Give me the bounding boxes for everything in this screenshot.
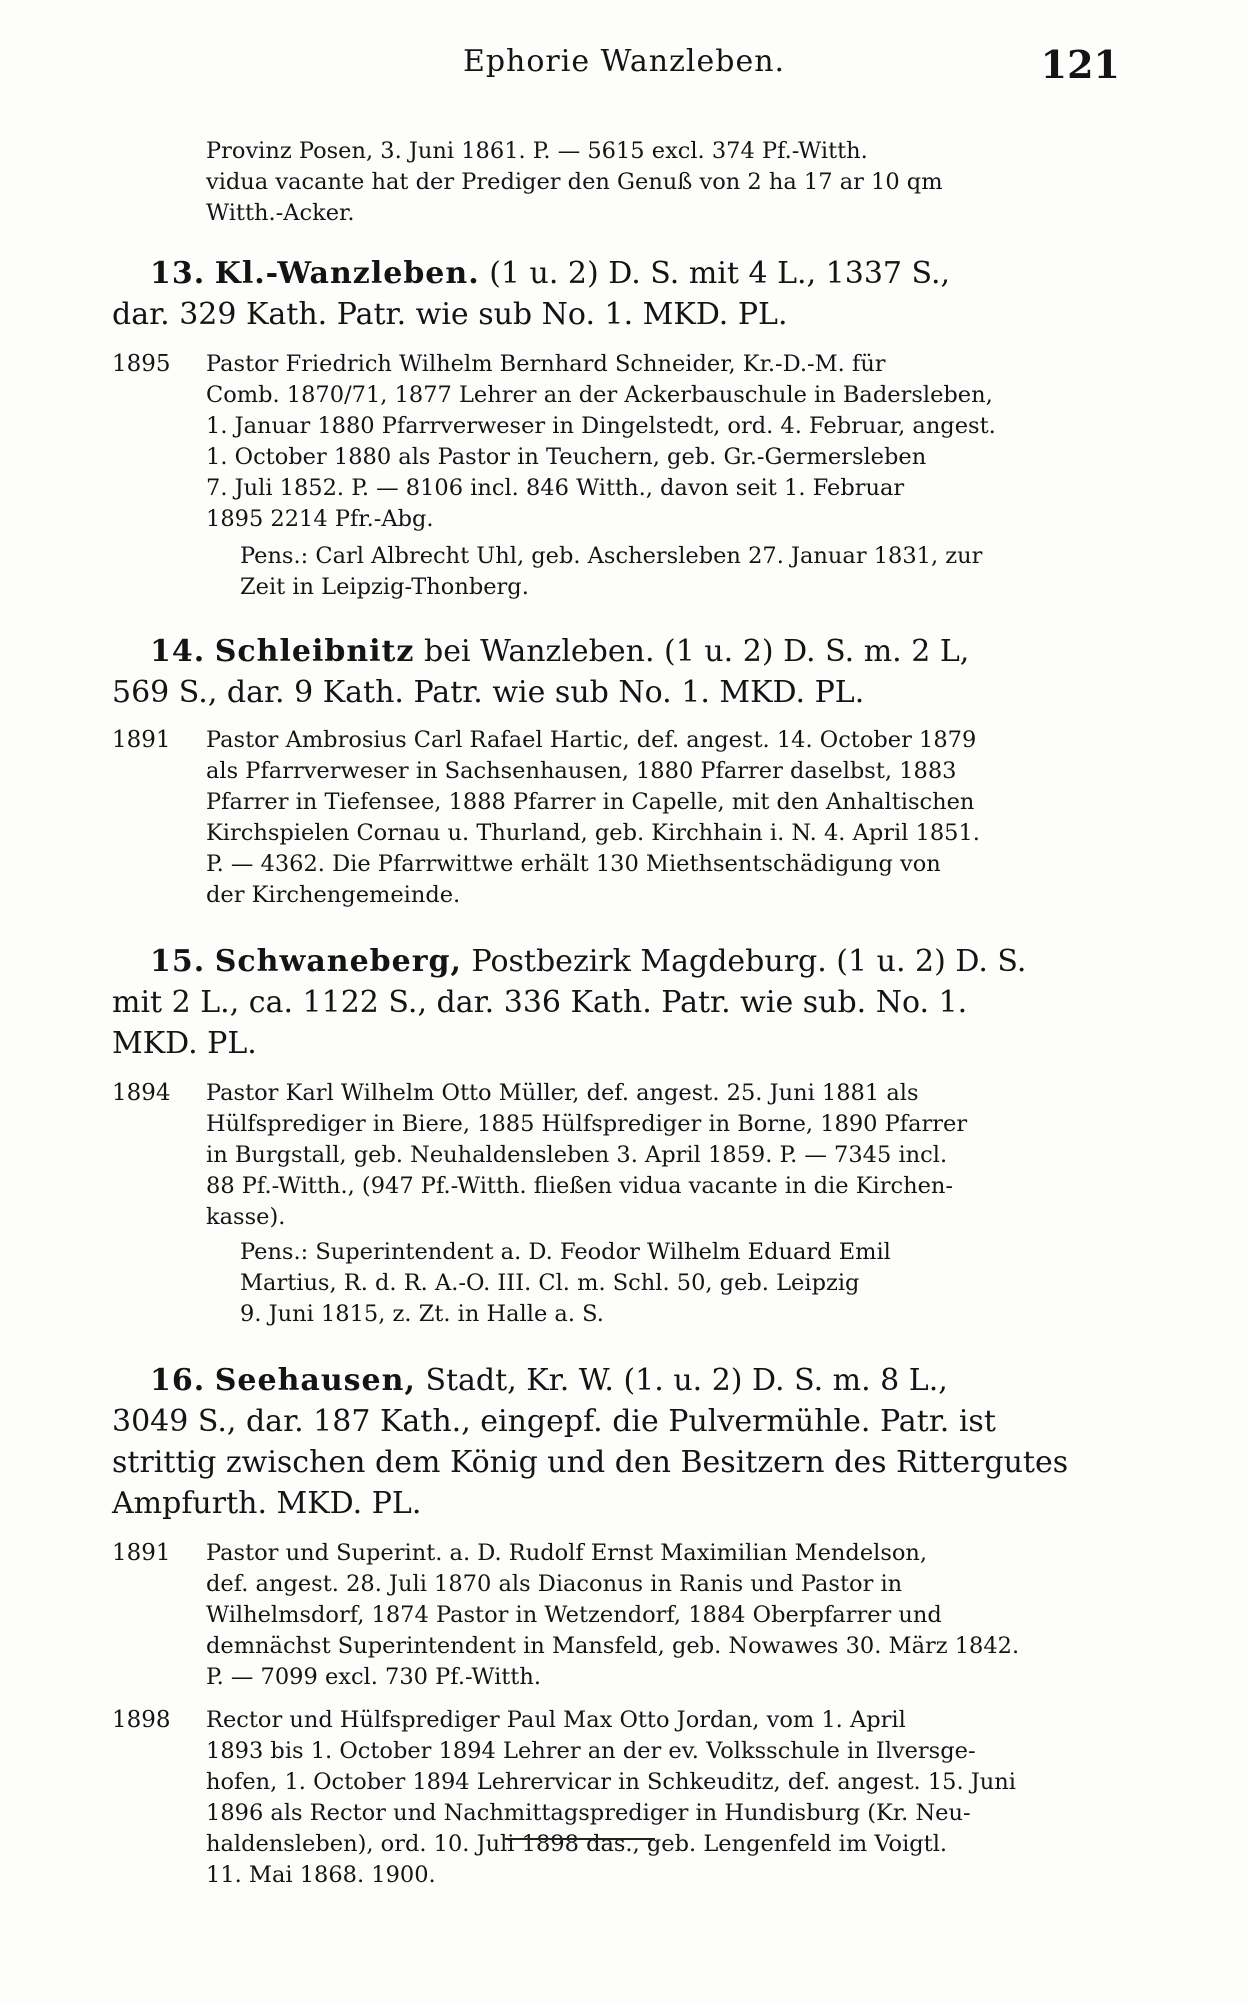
section-number: 14. — [150, 634, 206, 669]
section-place: Schwaneberg, — [214, 944, 462, 979]
entry-text: Rector und Hülfsprediger Paul Max Otto Jordan, vom 1. April 1893 bis 1. October 1894 Lehrer an der ev. Volksschule in Ilversge- hofen, 1. October 1894 Lehrervicar in Schkeuditz, def. angest. 15. Juni 1896 als Rector und Nachmittagsprediger in Hundisburg (Kr. Neu- haldensleben), ord. 10. Juli 1898 das., geb. Lengenfeld im Voigtl. 11. Mai 1868. 1900. — [206, 1707, 1016, 1888]
entry-text: Pastor Karl Wilhelm Otto Müller, def. angest. 25. Juni 1881 als Hülfsprediger in Biere, 1885 Hülfsprediger in Borne, 1890 Pfarrer in Burgstall, geb. Neuhaldensleben 3. April 1859. P. — 7345 incl. 88 Pf.-Witth., (947 Pf.-Witth. fließen vidua vacante in die Kirchen- kasse). — [206, 1080, 968, 1230]
section-details: Postbezirk Magdeburg. (1 u. 2) D. S. mit 2 L., ca. 1122 S., dar. 336 Kath. Patr. wie sub. No. 1. MKD. PL. — [112, 944, 1027, 1061]
entry-year: 1898 — [112, 1707, 171, 1733]
section-16 — [112, 1360, 1122, 1891]
section-details: (1 u. 2) D. S. mit 4 L., 1337 S., dar. 329 Kath. Patr. wie sub No. 1. MKD. PL. — [112, 256, 951, 332]
entry-year: 1894 — [112, 1080, 171, 1106]
section-number: 15. — [150, 944, 206, 979]
entry — [112, 349, 1122, 535]
page-body — [112, 136, 1122, 1891]
page-number: 121 — [1040, 42, 1120, 87]
pension-note: Pens.: Superintendent a. D. Feodor Wilhelm Eduard Emil Martius, R. d. R. A.-O. III. Cl. m. Schl. 50, geb. Leipzig 9. Juni 1815, z. Zt. in Halle a. S. — [240, 1239, 891, 1327]
entry-text: Pastor Friedrich Wilhelm Bernhard Schneider, Kr.-D.-M. für Comb. 1870/71, 1877 Lehrer an der Ackerbauschule in Badersleben, 1. Januar 1880 Pfarrverweser in Dingelstedt, ord. 4. Februar, angest. 1. October 1880 als Pastor in Teuchern, geb. Gr.-Germersleben 7. Juli 1852. P. — 8106 incl. 846 Witth., davon seit 1. Februar 1895 2214 Pfr.-Abg. — [206, 351, 996, 532]
entry-year: 1891 — [112, 1540, 171, 1566]
section-place: Schleibnitz — [214, 634, 415, 669]
section-heading — [112, 253, 1122, 335]
section-details: Stadt, Kr. W. (1. u. 2) D. S. m. 8 L., 3049 S., dar. 187 Kath., eingepf. die Pulvermühle. Patr. ist strittig zwischen dem König und den Besitzern des Rittergutes Ampfurth. MKD. PL. — [112, 1363, 1069, 1521]
entry-text: Pastor und Superint. a. D. Rudolf Ernst Maximilian Mendelson, def. angest. 28. Juli 1870 als Diaconus in Ranis und Pastor in Wilhelmsdorf, 1874 Pastor in Wetzendorf, 1884 Oberpfarrer und demnächst Superintendent in Mansfeld, geb. Nowawes 30. März 1842. P. — 7099 excl. 730 Pf.-Witth. — [206, 1540, 1020, 1690]
entry-year: 1891 — [112, 727, 171, 753]
entry — [112, 1078, 1122, 1233]
entry — [112, 1705, 1122, 1891]
entry-text: Pastor Ambrosius Carl Rafael Hartic, def. angest. 14. October 1879 als Pfarrverweser in Sachsenhausen, 1880 Pfarrer daselbst, 1883 Pfarrer in Tiefensee, 1888 Pfarrer in Capelle, mit den Anhaltischen Kirchspielen Cornau u. Thurland, geb. Kirchhain i. N. 4. April 1851. P. — 4362. Die Pfarrwittwe erhält 130 Miethsentschädigung von der Kirchengemeinde. — [206, 727, 980, 908]
continuation-paragraph: Provinz Posen, 3. Juni 1861. P. — 5615 excl. 374 Pf.-Witth. vidua vacante hat der Prediger den Genuß von 2 ha 17 ar 10 qm Witth.-Acker. — [206, 138, 943, 226]
section-heading — [112, 631, 1122, 713]
section-heading — [112, 941, 1122, 1064]
section-14 — [112, 631, 1122, 911]
entry-year: 1895 — [112, 351, 171, 377]
section-place: Kl.-Wanzleben. — [214, 256, 480, 291]
entry — [112, 1538, 1122, 1693]
entry — [112, 725, 1122, 911]
page-header — [0, 44, 1248, 94]
running-title: Ephorie Wanzleben. — [462, 44, 786, 79]
pension-note: Pens.: Carl Albrecht Uhl, geb. Aschersleben 27. Januar 1831, zur Zeit in Leipzig-Thonberg. — [240, 543, 983, 600]
section-heading — [112, 1360, 1122, 1524]
section-number: 16. — [150, 1363, 206, 1398]
section-13 — [112, 253, 1122, 603]
section-number: 13. — [150, 256, 206, 291]
section-15 — [112, 941, 1122, 1330]
end-rule — [505, 1838, 655, 1840]
section-details: bei Wanzleben. (1 u. 2) D. S. m. 2 L, 569 S., dar. 9 Kath. Patr. wie sub No. 1. MKD. PL. — [112, 634, 970, 710]
section-place: Seehausen, — [214, 1363, 416, 1398]
